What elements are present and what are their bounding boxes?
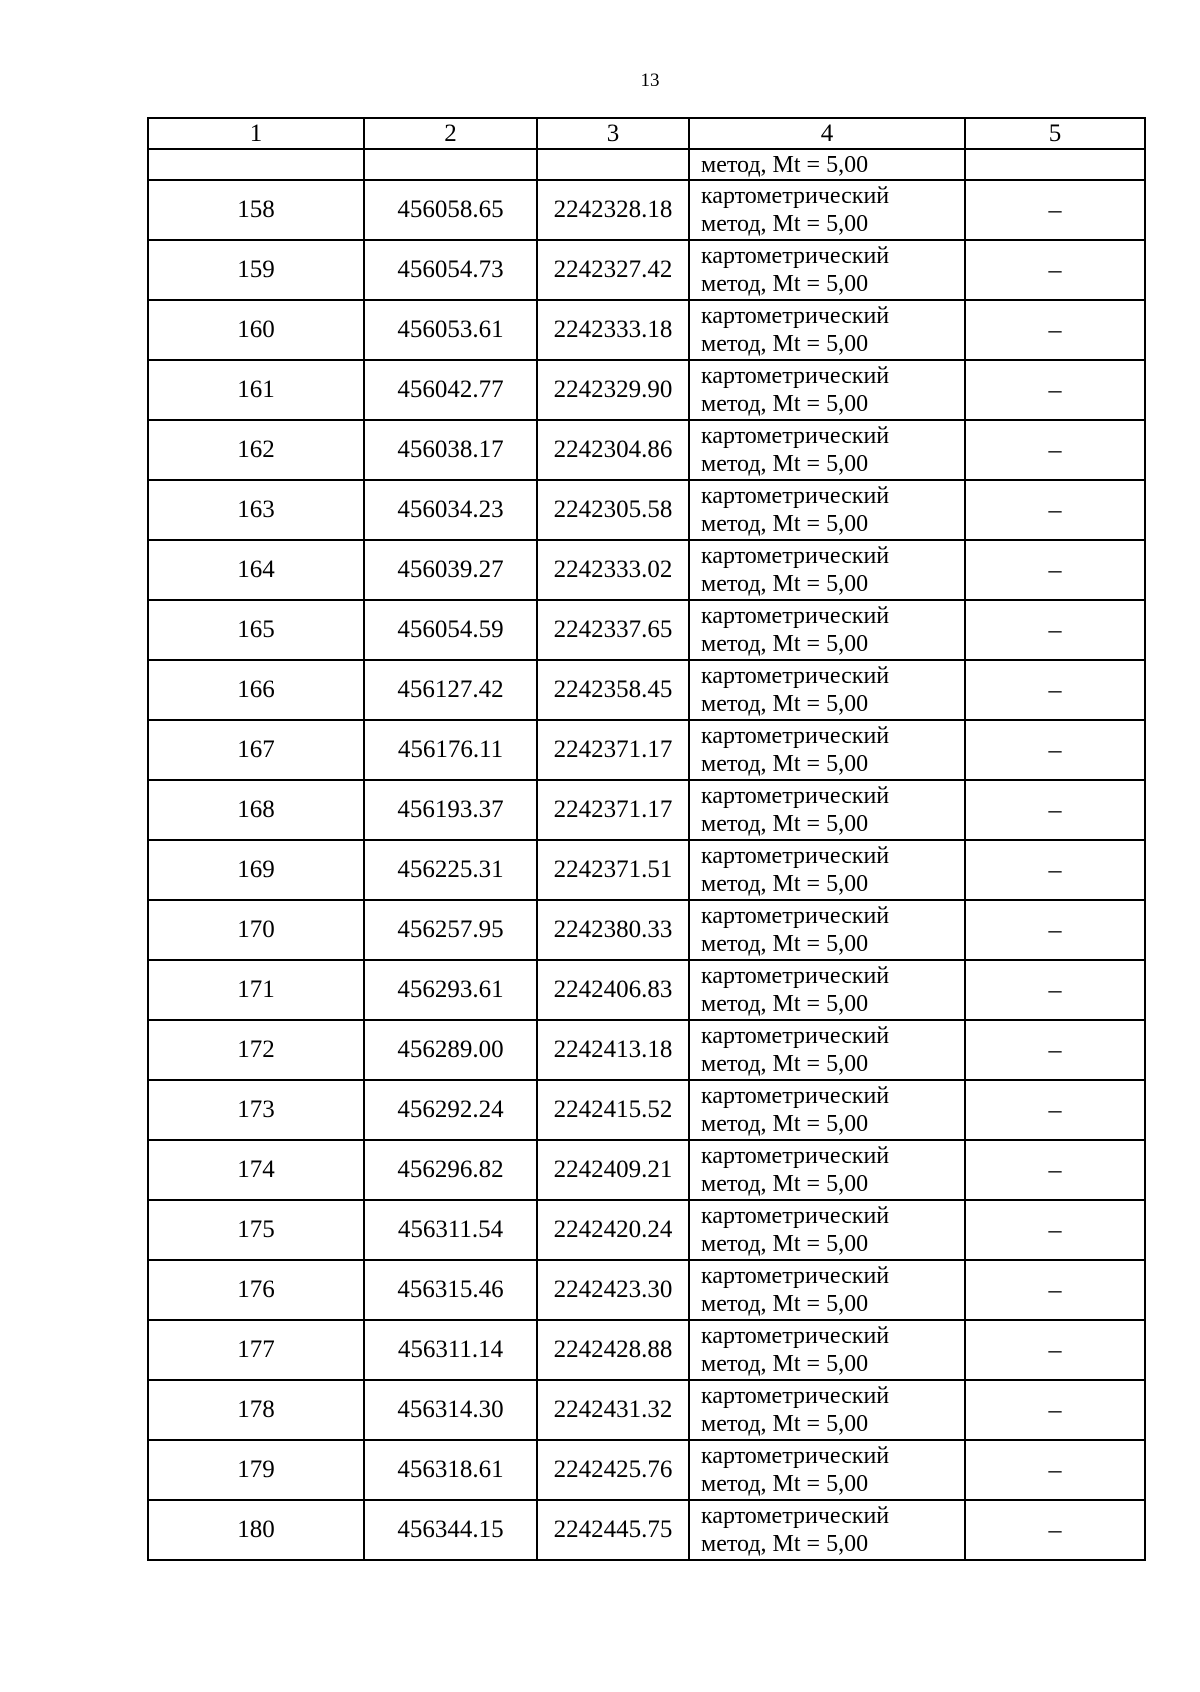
y-cell: 2242428.88 [537, 1320, 689, 1380]
method-cell [689, 540, 965, 600]
method-cell [689, 960, 965, 1020]
note-cell: – [965, 660, 1145, 720]
y-cell: 2242327.42 [537, 240, 689, 300]
method-line-1: картометрический [701, 183, 890, 209]
point-cell: 176 [148, 1260, 364, 1320]
note-cell: – [965, 1380, 1145, 1440]
note-cell: – [965, 360, 1145, 420]
table-row [148, 1200, 1145, 1260]
x-cell: 456054.59 [364, 600, 537, 660]
x-cell: 456042.77 [364, 360, 537, 420]
table-row [148, 720, 1145, 780]
method-cell [689, 660, 965, 720]
y-cell: 2242328.18 [537, 180, 689, 240]
table-row [148, 1140, 1145, 1200]
method-cell [689, 1140, 965, 1200]
y-cell: 2242358.45 [537, 660, 689, 720]
x-cell: 456176.11 [364, 720, 537, 780]
point-cell: 178 [148, 1380, 364, 1440]
method-cell [689, 720, 965, 780]
note-cell: – [965, 180, 1145, 240]
y-cell: 2242420.24 [537, 1200, 689, 1260]
method-line-1: картометрический [701, 963, 890, 989]
point-cell: 161 [148, 360, 364, 420]
method-line-1: картометрический [701, 243, 890, 269]
header-cell: 1 [148, 118, 364, 149]
table-row [148, 180, 1145, 240]
table-row [148, 1380, 1145, 1440]
x-cell: 456053.61 [364, 300, 537, 360]
method-line-2: метод, Mt = 5,00 [701, 751, 869, 777]
method-cell [689, 600, 965, 660]
continued-row [148, 149, 1145, 180]
x-cell: 456314.30 [364, 1380, 537, 1440]
point-cell: 172 [148, 1020, 364, 1080]
note-cell: – [965, 1200, 1145, 1260]
coordinates-table [147, 117, 1146, 1561]
method-line-2: метод, Mt = 5,00 [701, 331, 869, 357]
table-row [148, 900, 1145, 960]
method-cell [689, 420, 965, 480]
method-cell [689, 180, 965, 240]
method-line-1: картометрический [701, 903, 890, 929]
method-cell [689, 240, 965, 300]
y-cell: 2242380.33 [537, 900, 689, 960]
method-line-1: картометрический [701, 843, 890, 869]
table-row [148, 420, 1145, 480]
table-row [148, 780, 1145, 840]
header-cell: 2 [364, 118, 537, 149]
point-cell: 166 [148, 660, 364, 720]
method-line-2: метод, Mt = 5,00 [701, 1051, 869, 1077]
y-cell: 2242371.51 [537, 840, 689, 900]
table-row [148, 1440, 1145, 1500]
method-line-1: картометрический [701, 663, 890, 689]
header-cell: 5 [965, 118, 1145, 149]
method-cell [689, 1200, 965, 1260]
x-cell: 456315.46 [364, 1260, 537, 1320]
point-cell: 164 [148, 540, 364, 600]
note-cell: – [965, 1320, 1145, 1380]
point-cell: 169 [148, 840, 364, 900]
note-cell: – [965, 1020, 1145, 1080]
point-cell: 163 [148, 480, 364, 540]
y-cell: 2242415.52 [537, 1080, 689, 1140]
method-line-2: метод, Mt = 5,00 [701, 211, 869, 237]
y-cell: 2242413.18 [537, 1020, 689, 1080]
note-cell: – [965, 240, 1145, 300]
point-cell: 180 [148, 1500, 364, 1560]
page-number: 13 [640, 70, 660, 91]
method-line-2: метод, Mt = 5,00 [701, 391, 869, 417]
method-line-1: картометрический [701, 1143, 890, 1169]
table-row [148, 360, 1145, 420]
method-cell: метод, Mt = 5,00 [689, 149, 965, 180]
x-cell: 456289.00 [364, 1020, 537, 1080]
x-cell: 456225.31 [364, 840, 537, 900]
note-cell: – [965, 600, 1145, 660]
y-cell: 2242333.18 [537, 300, 689, 360]
x-cell [364, 149, 537, 180]
method-line-1: картометрический [701, 1443, 890, 1469]
note-cell: – [965, 540, 1145, 600]
method-line-2: метод, Mt = 5,00 [701, 1291, 869, 1317]
method-line-1: картометрический [701, 1263, 890, 1289]
note-cell [965, 149, 1145, 180]
method-cell [689, 780, 965, 840]
note-cell: – [965, 1080, 1145, 1140]
x-cell: 456311.14 [364, 1320, 537, 1380]
point-cell: 160 [148, 300, 364, 360]
y-cell: 2242305.58 [537, 480, 689, 540]
method-line-1: картометрический [701, 363, 890, 389]
x-cell: 456296.82 [364, 1140, 537, 1200]
note-cell: – [965, 960, 1145, 1020]
method-line-2: метод, Mt = 5,00 [701, 271, 869, 297]
y-cell: 2242423.30 [537, 1260, 689, 1320]
note-cell: – [965, 780, 1145, 840]
method-cell [689, 1380, 965, 1440]
note-cell: – [965, 840, 1145, 900]
method-cell [689, 1260, 965, 1320]
y-cell: 2242329.90 [537, 360, 689, 420]
method-line-2: метод, Mt = 5,00 [701, 1111, 869, 1137]
y-cell: 2242445.75 [537, 1500, 689, 1560]
method-line-1: картометрический [701, 423, 890, 449]
note-cell: – [965, 1440, 1145, 1500]
method-cell [689, 480, 965, 540]
table-row [148, 1260, 1145, 1320]
method-line-1: картометрический [701, 603, 890, 629]
method-line-2: метод, Mt = 5,00 [701, 1351, 869, 1377]
method-cell [689, 1020, 965, 1080]
point-cell: 162 [148, 420, 364, 480]
y-cell: 2242371.17 [537, 720, 689, 780]
method-line-2: метод, Mt = 5,00 [701, 871, 869, 897]
method-line-1: картометрический [701, 1023, 890, 1049]
method-line-2: метод, Mt = 5,00 [701, 1231, 869, 1257]
header-cell: 3 [537, 118, 689, 149]
point-cell: 179 [148, 1440, 364, 1500]
method-line-1: картометрический [701, 543, 890, 569]
y-cell: 2242425.76 [537, 1440, 689, 1500]
method-cell [689, 360, 965, 420]
y-cell: 2242409.21 [537, 1140, 689, 1200]
point-cell: 159 [148, 240, 364, 300]
point-cell: 174 [148, 1140, 364, 1200]
note-cell: – [965, 1140, 1145, 1200]
y-cell: 2242371.17 [537, 780, 689, 840]
method-cell [689, 300, 965, 360]
point-cell [148, 149, 364, 180]
method-line-2: метод, Mt = 5,00 [701, 1411, 869, 1437]
method-line-1: картометрический [701, 723, 890, 749]
y-cell [537, 149, 689, 180]
table-row [148, 480, 1145, 540]
method-line-2: метод, Mt = 5,00 [701, 991, 869, 1017]
point-cell: 173 [148, 1080, 364, 1140]
method-line-2: метод, Mt = 5,00 [701, 691, 869, 717]
table-row [148, 1080, 1145, 1140]
note-cell: – [965, 420, 1145, 480]
method-line-2: метод, Mt = 5,00 [701, 571, 869, 597]
y-cell: 2242304.86 [537, 420, 689, 480]
method-cell [689, 1080, 965, 1140]
point-cell: 168 [148, 780, 364, 840]
note-cell: – [965, 1500, 1145, 1560]
method-line-1: картометрический [701, 783, 890, 809]
x-cell: 456038.17 [364, 420, 537, 480]
method-cell [689, 1320, 965, 1380]
y-cell: 2242337.65 [537, 600, 689, 660]
method-cell [689, 900, 965, 960]
note-cell: – [965, 900, 1145, 960]
header-cell: 4 [689, 118, 965, 149]
table-header-row [148, 118, 1145, 149]
method-line-1: картометрический [701, 1083, 890, 1109]
x-cell: 456311.54 [364, 1200, 537, 1260]
method-line-2: метод, Mt = 5,00 [701, 1171, 869, 1197]
table-row [148, 540, 1145, 600]
method-cell [689, 840, 965, 900]
method-line-1: картометрический [701, 1503, 890, 1529]
x-cell: 456193.37 [364, 780, 537, 840]
x-cell: 456058.65 [364, 180, 537, 240]
table-row [148, 660, 1145, 720]
x-cell: 456039.27 [364, 540, 537, 600]
table-row [148, 240, 1145, 300]
table-row [148, 300, 1145, 360]
method-cell [689, 1440, 965, 1500]
method-line-1: картометрический [701, 303, 890, 329]
method-line-1: картометрический [701, 1323, 890, 1349]
x-cell: 456054.73 [364, 240, 537, 300]
x-cell: 456318.61 [364, 1440, 537, 1500]
table-row [148, 1320, 1145, 1380]
table-row [148, 960, 1145, 1020]
point-cell: 177 [148, 1320, 364, 1380]
point-cell: 158 [148, 180, 364, 240]
point-cell: 175 [148, 1200, 364, 1260]
x-cell: 456127.42 [364, 660, 537, 720]
x-cell: 456034.23 [364, 480, 537, 540]
y-cell: 2242333.02 [537, 540, 689, 600]
method-line-2: метод, Mt = 5,00 [701, 931, 869, 957]
method-line-1: картометрический [701, 1203, 890, 1229]
method-line-2: метод, Mt = 5,00 [701, 1471, 869, 1497]
note-cell: – [965, 1260, 1145, 1320]
note-cell: – [965, 300, 1145, 360]
point-cell: 165 [148, 600, 364, 660]
table-row [148, 1020, 1145, 1080]
table-row [148, 1500, 1145, 1560]
y-cell: 2242431.32 [537, 1380, 689, 1440]
y-cell: 2242406.83 [537, 960, 689, 1020]
method-line-2: метод, Mt = 5,00 [701, 451, 869, 477]
table-row [148, 600, 1145, 660]
x-cell: 456292.24 [364, 1080, 537, 1140]
method-line-1: картометрический [701, 483, 890, 509]
method-line-2: метод, Mt = 5,00 [701, 511, 869, 537]
x-cell: 456257.95 [364, 900, 537, 960]
method-cell [689, 1500, 965, 1560]
table-row [148, 840, 1145, 900]
point-cell: 167 [148, 720, 364, 780]
note-cell: – [965, 720, 1145, 780]
method-line-2: метод, Mt = 5,00 [701, 811, 869, 837]
method-line-2: метод, Mt = 5,00 [701, 631, 869, 657]
method-line-2: метод, Mt = 5,00 [701, 1531, 869, 1557]
point-cell: 170 [148, 900, 364, 960]
method-line-1: картометрический [701, 1383, 890, 1409]
x-cell: 456293.61 [364, 960, 537, 1020]
note-cell: – [965, 480, 1145, 540]
point-cell: 171 [148, 960, 364, 1020]
x-cell: 456344.15 [364, 1500, 537, 1560]
